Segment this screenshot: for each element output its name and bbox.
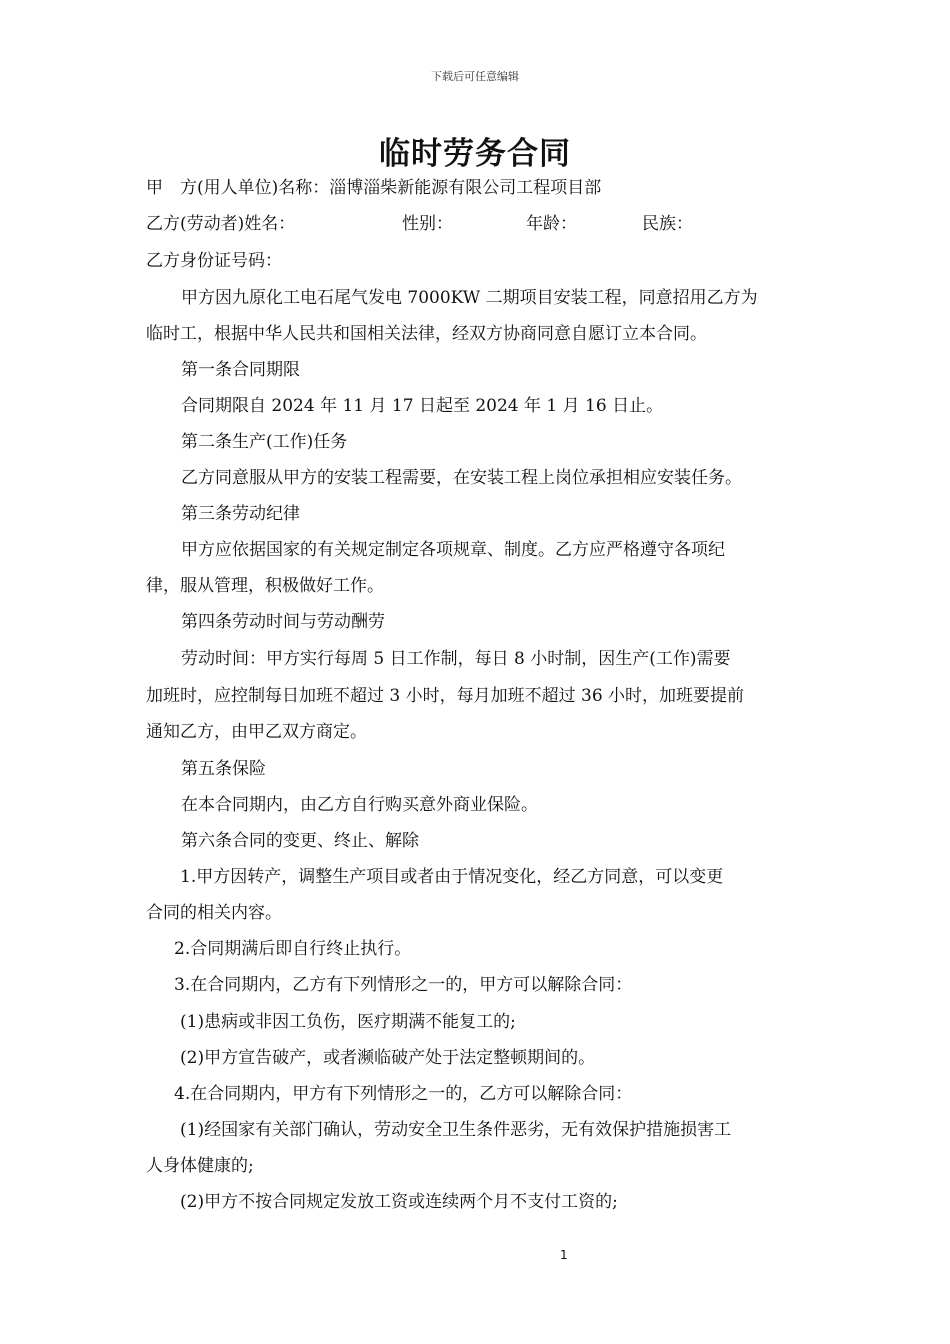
- body-line: (2)甲方宣告破产，或者濒临破产处于法定整顿期间的。: [180, 1048, 596, 1068]
- body-line: 律，服从管理，积极做好工作。: [146, 576, 384, 596]
- document-title: 临时劳务合同: [379, 136, 571, 172]
- section-heading: 第一条合同期限: [181, 360, 300, 380]
- body-line: 合同的相关内容。: [146, 903, 282, 923]
- body-line: (2)甲方不按合同规定发放工资或连续两个月不支付工资的;: [180, 1192, 618, 1212]
- body-line: 乙方同意服从甲方的安装工程需要，在安装工程上岗位承担相应安装任务。: [181, 468, 742, 488]
- body-line: (1)患病或非因工负伤，医疗期满不能复工的;: [180, 1012, 516, 1032]
- section-heading: 第二条生产(工作)任务: [181, 432, 348, 452]
- body-line: 人身体健康的;: [146, 1156, 254, 1176]
- body-line: 合同期限自 2024 年 11 月 17 日起至 2024 年 1 月 16 日止。: [181, 396, 664, 416]
- body-line: 甲方因九原化工电石尾气发电 7000KW 二期项目安装工程，同意招用乙方为: [181, 288, 758, 308]
- body-line: (1)经国家有关部门确认，劳动安全卫生条件恶劣，无有效保护措施损害工: [180, 1120, 732, 1140]
- page-number: 1: [560, 1248, 568, 1262]
- body-line: 3.在合同期内，乙方有下列情形之一的，甲方可以解除合同：: [174, 975, 633, 995]
- body-line: 临时工，根据中华人民共和国相关法律，经双方协商同意自愿订立本合同。: [146, 324, 707, 344]
- body-line: 甲方应依据国家的有关规定制定各项规章、制度。乙方应严格遵守各项纪: [181, 540, 725, 560]
- section-heading: 第五条保险: [181, 759, 266, 779]
- body-line: 2.合同期满后即自行终止执行。: [174, 939, 412, 959]
- section-heading: 第四条劳动时间与劳动酬劳: [181, 612, 385, 632]
- body-line: 劳动时间：甲方实行每周 5 日工作制，每日 8 小时制，因生产(工作)需要: [181, 649, 731, 669]
- party-a-line: 甲 方(用人单位)名称：淄博淄柴新能源有限公司工程项目部: [146, 178, 602, 198]
- body-line: 通知乙方，由甲乙双方商定。: [146, 722, 367, 742]
- page-header-note: 下载后可任意编辑: [431, 70, 519, 83]
- party-b-gender-label: 性别：: [402, 214, 453, 234]
- section-heading: 第三条劳动纪律: [181, 504, 300, 524]
- section-heading: 第六条合同的变更、终止、解除: [181, 831, 419, 851]
- party-b-ethnic-label: 民族：: [642, 214, 693, 234]
- party-b-name-label: 乙方(劳动者)姓名：: [146, 214, 296, 234]
- body-line: 加班时，应控制每日加班不超过 3 小时，每月加班不超过 36 小时，加班要提前: [146, 686, 745, 706]
- body-line: 4.在合同期内，甲方有下列情形之一的，乙方可以解除合同：: [174, 1084, 633, 1104]
- body-line: 在本合同期内，由乙方自行购买意外商业保险。: [181, 795, 538, 815]
- party-b-id-label: 乙方身份证号码：: [146, 251, 282, 271]
- party-b-age-label: 年龄：: [526, 214, 577, 234]
- body-line: 1.甲方因转产，调整生产项目或者由于情况变化，经乙方同意，可以变更: [180, 867, 724, 887]
